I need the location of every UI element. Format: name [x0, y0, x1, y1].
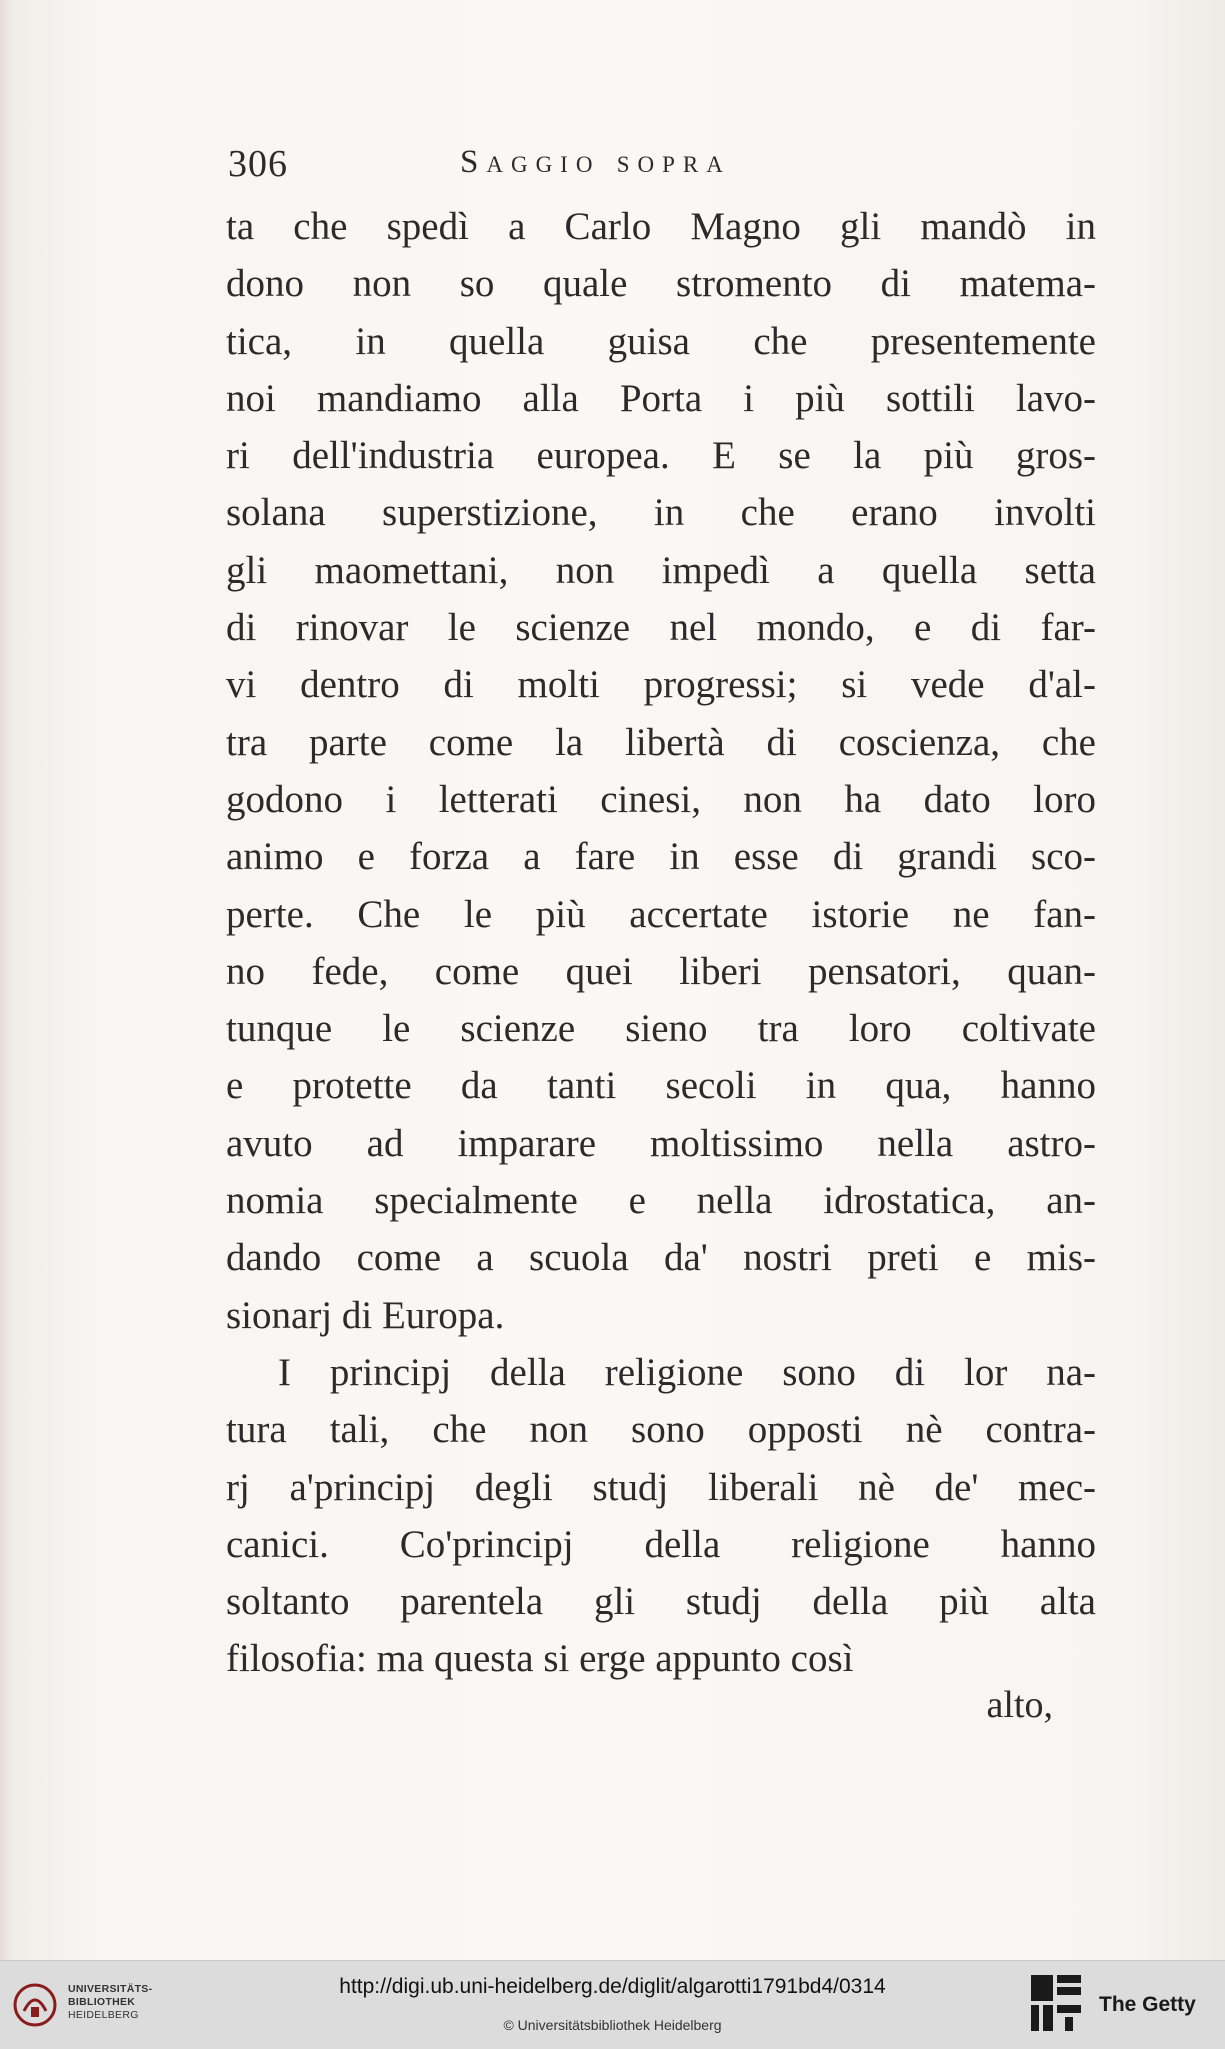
page-number: 306	[228, 143, 288, 185]
text-line: rj a'principj degli studj liberali nè de' mec-	[226, 1465, 1096, 1509]
text-line: tunque le scienze sieno tra loro coltivate	[226, 1007, 1096, 1051]
text-line: dando come a scuola da' nostri preti e mis-	[226, 1236, 1096, 1280]
text-line: filosofia: ma questa si erge appunto così	[226, 1637, 854, 1681]
text-line: sionarj di Europa.	[226, 1293, 505, 1337]
copyright-notice: © Universitätsbibliothek Heidelberg	[503, 2017, 722, 2033]
logo-line-3: HEIDELBERG	[68, 2009, 139, 2021]
text-line: animo e forza a fare in esse di grandi sco-	[226, 835, 1096, 879]
text-line: dono non so quale stromento di matema-	[226, 262, 1096, 306]
running-title: Saggio sopra	[460, 144, 731, 180]
text-line: noi mandiamo alla Porta i più sottili lavo-	[226, 376, 1096, 420]
viewer-footer	[0, 1960, 1225, 2049]
text-line: tra parte come la libertà di coscienza, che	[226, 720, 1096, 764]
text-line: tica, in quella guisa che presentemente	[226, 319, 1096, 363]
text-line: soltanto parentela gli studj della più alta	[226, 1580, 1096, 1624]
text-line: avuto ad imparare moltissimo nella astro-	[226, 1121, 1096, 1165]
text-line: di rinovar le scienze nel mondo, e di far-	[226, 606, 1096, 650]
text-line: godono i letterati cinesi, non ha dato loro	[226, 777, 1096, 821]
text-line: no fede, come quei liberi pensatori, quan-	[226, 949, 1096, 993]
text-line: canici. Co'principj della religione hanno	[226, 1522, 1096, 1566]
logo-line-2: BIBLIOTHEK	[68, 1996, 136, 2008]
text-line: tura tali, che non sono opposti nè contra-	[226, 1408, 1096, 1452]
getty-logo[interactable]	[1029, 1971, 1209, 2037]
catchword: alto,	[986, 1684, 1053, 1726]
body-text	[226, 198, 1096, 1688]
text-line: ri dell'industria europea. E se la più gros-	[226, 434, 1096, 478]
permalink-url[interactable]: http://digi.ub.uni-heidelberg.de/diglit/algarotti1791bd4/0314	[339, 1975, 886, 1998]
text-line: I principj della religione sono di lor na-	[278, 1350, 1096, 1394]
page-edge-shadow	[0, 0, 14, 1960]
text-line: perte. Che le più accertate istorie ne fan-	[226, 892, 1096, 936]
text-line: e protette da tanti secoli in qua, hanno	[226, 1064, 1096, 1108]
logo-line-1: UNIVERSITÄTS-	[68, 1983, 153, 1995]
running-head	[228, 142, 1108, 192]
getty-label: The Getty	[1099, 1993, 1196, 2016]
getty-mark-icon	[1029, 1973, 1085, 2035]
text-line: vi dentro di molti progressi; si vede d'al-	[226, 663, 1096, 707]
text-line: nomia specialmente e nella idrostatica, an-	[226, 1179, 1096, 1223]
text-line: solana superstizione, in che erano involti	[226, 491, 1096, 535]
text-line: ta che spedì a Carlo Magno gli mandò in	[226, 205, 1096, 248]
text-line: gli maomettani, non impedì a quella setta	[226, 548, 1096, 592]
